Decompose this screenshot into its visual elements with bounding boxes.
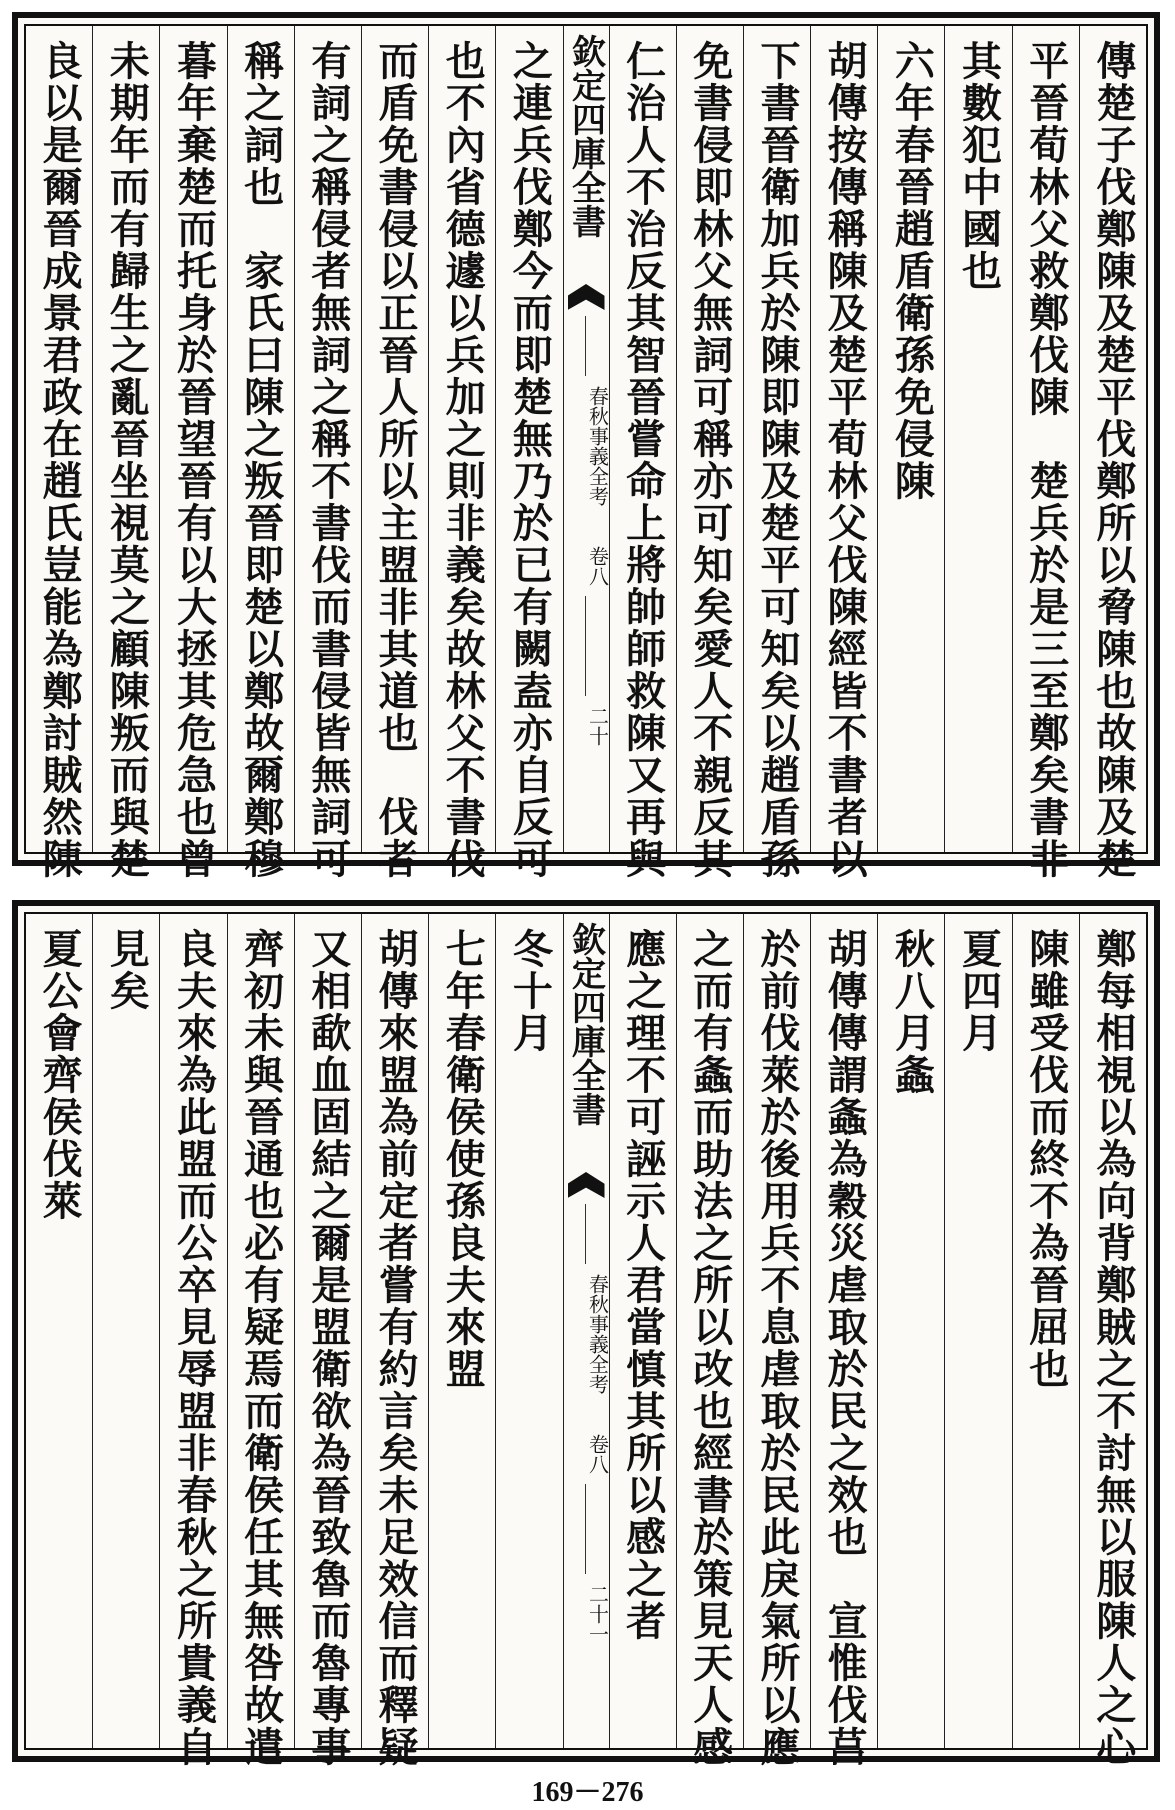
column-text: 見矣 <box>103 928 151 1012</box>
text-column <box>743 26 810 880</box>
center-fold-column <box>563 26 609 852</box>
text-column <box>428 914 495 1748</box>
text-column <box>877 914 944 1748</box>
text-column <box>361 914 428 1768</box>
center-fold-column <box>563 914 609 1748</box>
text-column <box>676 914 743 1768</box>
text-column <box>495 26 562 880</box>
text-column <box>92 26 159 880</box>
fishtail-mark <box>568 1172 605 1198</box>
upper-page-frame <box>24 24 1148 880</box>
text-column <box>877 26 944 852</box>
divider-line <box>585 596 587 696</box>
collection-title: 欽定四庫全書 <box>565 922 606 1126</box>
column-text: 而盾免書侵以正晉人所以主盟非其道也 伐者 <box>372 40 420 880</box>
column-text: 秋八月螽 <box>888 928 936 1096</box>
divider-line <box>585 1204 587 1264</box>
lower-page-frame <box>24 912 1148 1768</box>
text-column <box>810 914 877 1768</box>
column-text: 有詞之稱侵者無詞之稱不書伐而書侵皆無詞可 <box>304 40 352 880</box>
column-text: 良以是爾晉成景君政在趙氏豈能為鄭討賊然陳 <box>36 40 84 880</box>
text-column <box>495 914 562 1748</box>
text-column <box>1012 26 1079 880</box>
column-text: 其數犯中國也 <box>955 40 1003 292</box>
column-text: 平晉荀林父救鄭伐陳 楚兵於是三至鄭矣書非 <box>1022 40 1070 880</box>
column-text: 暮年棄楚而托身於晉望晉有以大拯其危急也曾 <box>170 40 218 880</box>
page-number: 二十 <box>585 706 610 746</box>
text-column <box>1079 914 1146 1768</box>
column-text: 又相歃血固結之爾是盟衛欲為晉致魯而魯專事 <box>304 928 352 1768</box>
book-title: 春秋事義全考 <box>585 386 610 506</box>
text-column <box>159 914 226 1768</box>
text-column <box>609 914 676 1748</box>
column-text: 之而有螽而助法之所以改也經書於策見天人感 <box>686 928 734 1768</box>
column-text: 免書侵即林父無詞可稱亦可知矣愛人不親反其 <box>686 40 734 880</box>
text-column <box>159 26 226 880</box>
column-text: 之連兵伐鄭今而即楚無乃於已有闕盍亦自反可 <box>506 40 554 880</box>
volume-label: 卷八 <box>585 546 610 586</box>
column-text: 六年春晉趙盾衛孫免侵陳 <box>888 40 936 502</box>
column-text: 胡傳傳謂螽為穀災虐取於民之效也 宣惟伐莒 <box>821 928 869 1768</box>
column-text: 也不內省德遽以兵加之則非義矣故林父不書伐 <box>439 40 487 880</box>
column-text: 應之理不可誣示人君當慎其所以感之者 <box>619 928 667 1642</box>
divider-line <box>585 316 587 376</box>
column-text: 稱之詞也 家氏曰陳之叛晉即楚以鄭故爾鄭穆 <box>237 40 285 880</box>
column-text: 冬十月 <box>506 928 554 1054</box>
book-title: 春秋事義全考 <box>585 1274 610 1394</box>
text-column <box>227 26 294 880</box>
column-text: 夏公會齊侯伐萊 <box>36 928 84 1222</box>
divider-line <box>585 1484 587 1574</box>
column-text: 七年春衛侯使孫良夫來盟 <box>439 928 487 1390</box>
text-column <box>609 26 676 880</box>
column-text: 齊初未與晉通也必有疑焉而衛侯任其無咎故遣 <box>237 928 285 1768</box>
column-text: 下書晉衛加兵於陳即陳及楚平可知矣以趙盾孫 <box>753 40 801 880</box>
text-column <box>294 26 361 880</box>
column-text: 未期年而有歸生之亂晉坐視莫之顧陳叛而與楚 <box>103 40 151 880</box>
column-text: 傳楚子伐鄭陳及楚平伐鄭所以脅陳也故陳及楚 <box>1089 40 1137 880</box>
column-text: 良夫來為此盟而公卒見辱盟非春秋之所貴義自 <box>170 928 218 1768</box>
volume-label: 卷八 <box>585 1434 610 1474</box>
text-column <box>26 26 92 880</box>
page-number: 二十一 <box>585 1584 610 1644</box>
text-column <box>361 26 428 880</box>
text-column <box>92 914 159 1748</box>
text-column <box>676 26 743 880</box>
column-text: 仁治人不治反其智晉嘗命上將帥師救陳又再與 <box>619 40 667 880</box>
text-column <box>1012 914 1079 1748</box>
text-column <box>810 26 877 880</box>
text-column <box>294 914 361 1768</box>
lower-page <box>12 900 1160 1768</box>
text-column <box>944 26 1011 852</box>
text-column <box>743 914 810 1768</box>
column-text: 陳雖受伐而終不為晉屈也 <box>1022 928 1070 1390</box>
column-text: 夏四月 <box>955 928 1003 1054</box>
column-text: 胡傳來盟為前定者嘗有約言矣未足效信而釋疑 <box>372 928 420 1768</box>
column-text: 鄭每相視以為向背鄭賊之不討無以服陳人之心 <box>1089 928 1137 1768</box>
text-column <box>428 26 495 880</box>
text-column <box>227 914 294 1768</box>
text-column <box>1079 26 1146 880</box>
collection-title: 欽定四庫全書 <box>565 34 606 238</box>
column-text: 於前伐萊於後用兵不息虐取於民此戾氣所以應 <box>753 928 801 1768</box>
text-column <box>26 914 92 1748</box>
page-footer-number: 169－276 <box>531 1777 644 1808</box>
upper-page <box>12 12 1160 880</box>
text-column <box>944 914 1011 1748</box>
fishtail-mark <box>568 284 605 310</box>
column-text: 胡傳按傳稱陳及楚平荀林父伐陳經皆不書者以 <box>821 40 869 880</box>
